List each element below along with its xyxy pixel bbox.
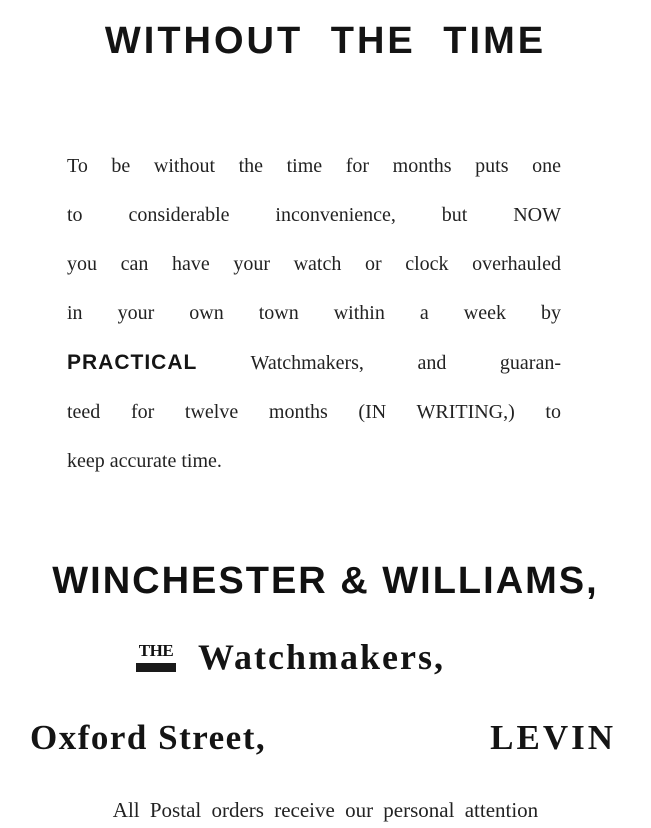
headline: WITHOUT THE TIME xyxy=(104,20,547,62)
practical-emphasis: PRACTICAL xyxy=(67,351,198,374)
body-line: teed for twelve months (IN WRITING,) to xyxy=(67,401,561,423)
address-town: LEVIN xyxy=(490,718,616,757)
body-line: you can have your watch or clock overhauled xyxy=(67,253,561,275)
body-line: keep accurate time. xyxy=(67,450,222,472)
tagline-text: Watchmakers, xyxy=(198,637,445,677)
the-label: THE xyxy=(138,641,174,660)
body-paragraph xyxy=(67,142,561,486)
firm-name: WINCHESTER & WILLIAMS, xyxy=(52,560,599,602)
body-line: To be without the time for months puts one xyxy=(67,155,561,177)
the-emblem xyxy=(134,642,178,672)
footer-note: All Postal orders receive our personal attention xyxy=(112,798,539,822)
the-underbar xyxy=(136,663,176,672)
body-line: to considerable inconvenience, but NOW xyxy=(67,204,561,226)
tagline xyxy=(130,636,530,686)
body-line-practical xyxy=(67,338,561,388)
address-street: Oxford Street, xyxy=(30,718,267,757)
body-line-rest: Watchmakers, and guaran- xyxy=(250,352,561,374)
body-line: in your own town within a week by xyxy=(67,302,561,324)
